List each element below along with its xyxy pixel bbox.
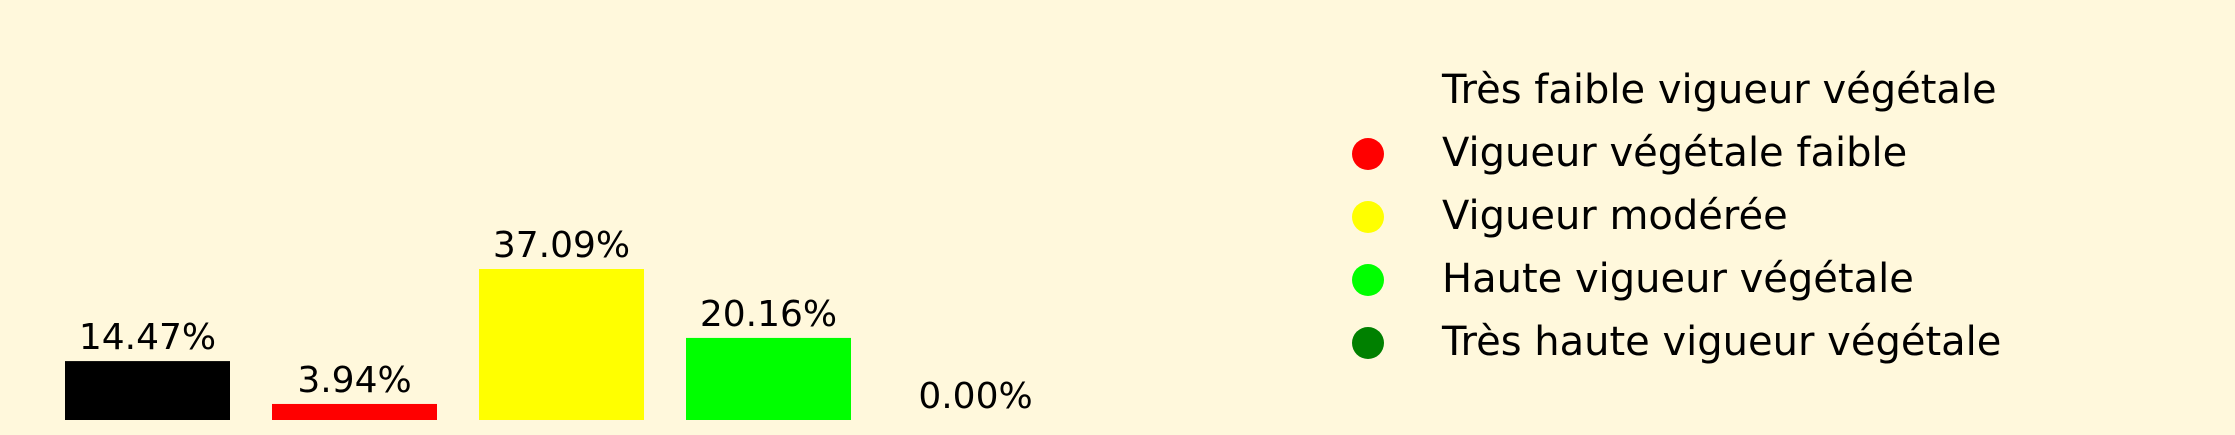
- legend-label-moderate-vigor: Vigueur modérée: [1442, 193, 1788, 239]
- legend-label-high-vigor: Haute vigueur végétale: [1442, 256, 1914, 302]
- legend-marker-moderate-vigor: [1352, 201, 1384, 233]
- legend-item-very-low-vigor: [1330, 60, 2210, 123]
- legend-label-very-high-vigor: Très haute vigueur végétale: [1442, 319, 2002, 365]
- bar-low-vigor: [272, 404, 437, 420]
- bar-very-low-vigor: [65, 361, 230, 420]
- legend-item-moderate-vigor: [1330, 186, 2210, 249]
- bar-label-low-vigor: 3.94%: [297, 359, 412, 401]
- chart-legend: [1330, 60, 2210, 375]
- bar-label-very-high-vigor: 0.00%: [918, 376, 1033, 417]
- legend-item-high-vigor: [1330, 249, 2210, 312]
- legend-label-low-vigor: Vigueur végétale faible: [1442, 130, 1908, 176]
- bar-label-very-low-vigor: 14.47%: [78, 317, 217, 359]
- legend-marker-low-vigor: [1352, 138, 1384, 170]
- legend-label-very-low-vigor: Très faible vigueur végétale: [1442, 67, 1997, 113]
- legend-marker-very-low-vigor: [1352, 75, 1384, 107]
- legend-marker-high-vigor: [1352, 264, 1384, 296]
- bar-label-high-vigor: 20.16%: [699, 293, 838, 335]
- bar-label-moderate-vigor: 37.09%: [492, 225, 631, 266]
- legend-marker-very-high-vigor: [1352, 327, 1384, 359]
- bar-high-vigor: [686, 338, 851, 420]
- legend-item-low-vigor: [1330, 123, 2210, 186]
- legend-item-very-high-vigor: [1330, 312, 2210, 375]
- bar-moderate-vigor: [479, 269, 644, 420]
